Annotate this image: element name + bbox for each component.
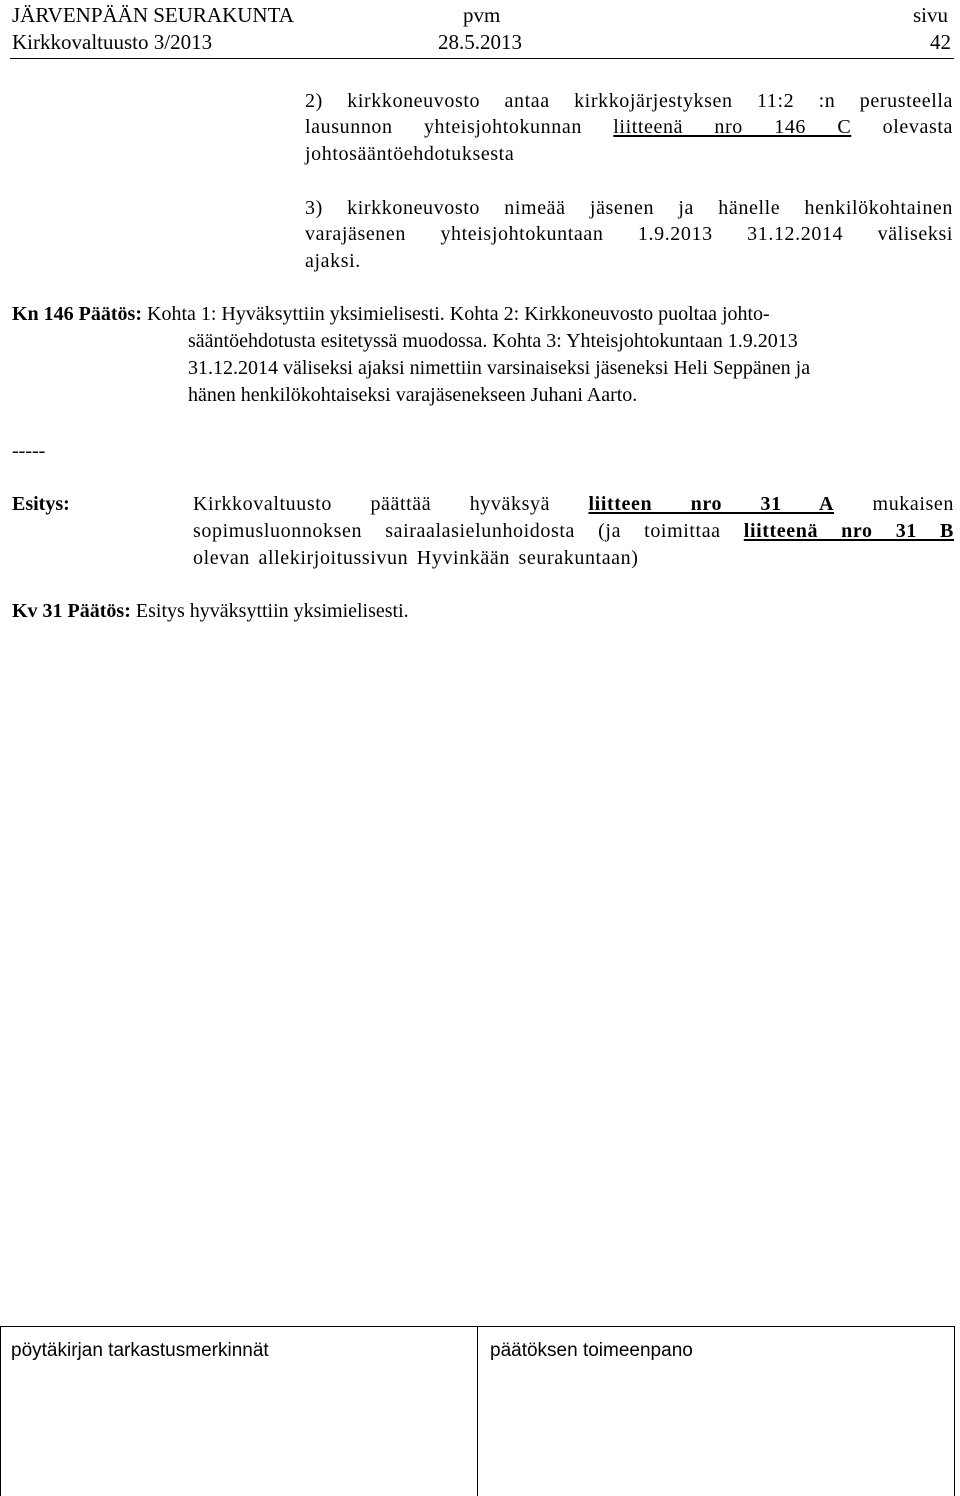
org-name: JÄRVENPÄÄN SEURAKUNTA: [12, 3, 294, 27]
decision-146-label: Kn 146 Päätös:: [12, 303, 142, 325]
item-2-line-3: [305, 141, 953, 168]
esitys-text-1b: mukaisen: [834, 493, 954, 515]
decision-146-line-2: [188, 328, 954, 355]
esitys-text-1a: Kirkkovaltuusto päättää hyväksyä: [193, 493, 589, 515]
esitys-text-3: olevan allekirjoitussivun Hyvinkään seurakuntaan): [193, 547, 639, 569]
esitys-text-2: sopimusluonnoksen sairaalasielunhoidosta (ja toimittaa: [193, 520, 744, 542]
sivu-label: sivu: [913, 3, 949, 27]
attachment-31b-link: liitteenä nro 31 B: [743, 520, 954, 542]
decision-31-text: Esitys hyväksyttiin yksimielisesti.: [130, 600, 409, 622]
decision-146-line-4: [188, 382, 954, 409]
meeting-date: 28.5.2013: [438, 30, 522, 54]
header-rule: [10, 58, 954, 59]
item-2-line-1: [305, 88, 953, 115]
esitys-label: [12, 491, 70, 518]
esitys-line-2: [193, 518, 954, 545]
footer-review-box: [0, 1326, 478, 1496]
item-3-line-2: [305, 221, 953, 248]
meeting-title: Kirkkovaltuusto 3/2013: [12, 30, 213, 54]
footer-execution-label: päätöksen toimeenpano: [490, 1340, 693, 1361]
item-3-line-1: [305, 195, 953, 222]
decision-146-text-1: Kohta 1: Hyväksyttiin yksimielisesti. Kohta 2: Kirkkoneuvosto puoltaa johto-: [142, 303, 770, 325]
item-3-text-2: varajäsenen yhteisjohtokuntaan 1.9.2013 31.12.2014 väliseksi: [305, 223, 953, 245]
item-3-text-1: 3) kirkkoneuvosto nimeää jäsenen ja hänelle henkilökohtainen: [305, 197, 953, 219]
attachment-146c-link: liitteenä nro 146 C: [613, 116, 852, 138]
item-2-text-1: 2) kirkkoneuvosto antaa kirkkojärjestyksen 11:2 :n perusteella: [305, 90, 953, 112]
pvm-label: pvm: [463, 3, 501, 27]
item-2-text-3: johtosääntöehdotuksesta: [305, 143, 515, 165]
decision-146-text-3: 31.12.2014 väliseksi ajaksi nimettiin varsinaiseksi jäseneksi Heli Seppänen ja: [188, 357, 811, 379]
footer-execution-box: [477, 1326, 955, 1496]
decision-146-text-2: sääntöehdotusta esitetyssä muodossa. Kohta 3: Yhteisjohtokuntaan 1.9.2013: [188, 330, 798, 352]
item-2-text-2b: olevasta: [851, 116, 953, 138]
item-3-text-3: ajaksi.: [305, 250, 361, 272]
section-separator: -----: [12, 440, 46, 462]
decision-146-line-3: [188, 355, 954, 382]
attachment-31a-link: liitteen nro 31 A: [588, 493, 835, 515]
item-3-line-3: [305, 248, 953, 275]
footer-review-label: pöytäkirjan tarkastusmerkinnät: [11, 1340, 269, 1361]
esitys-line-3: [193, 545, 954, 572]
decision-31-label: Kv 31 Päätös:: [12, 600, 131, 622]
item-2-line-2: [305, 114, 953, 141]
decision-146-text-4: hänen henkilökohtaiseksi varajäsenekseen Juhani Aarto.: [188, 384, 638, 406]
decision-146-line-1: [12, 301, 954, 328]
decision-31-line: [12, 598, 954, 625]
page-number: 42: [930, 30, 951, 54]
esitys-line-1: [193, 491, 954, 518]
esitys-label-text: Esitys:: [12, 493, 70, 515]
item-2-text-2a: lausunnon yhteisjohtokunnan: [305, 116, 614, 138]
